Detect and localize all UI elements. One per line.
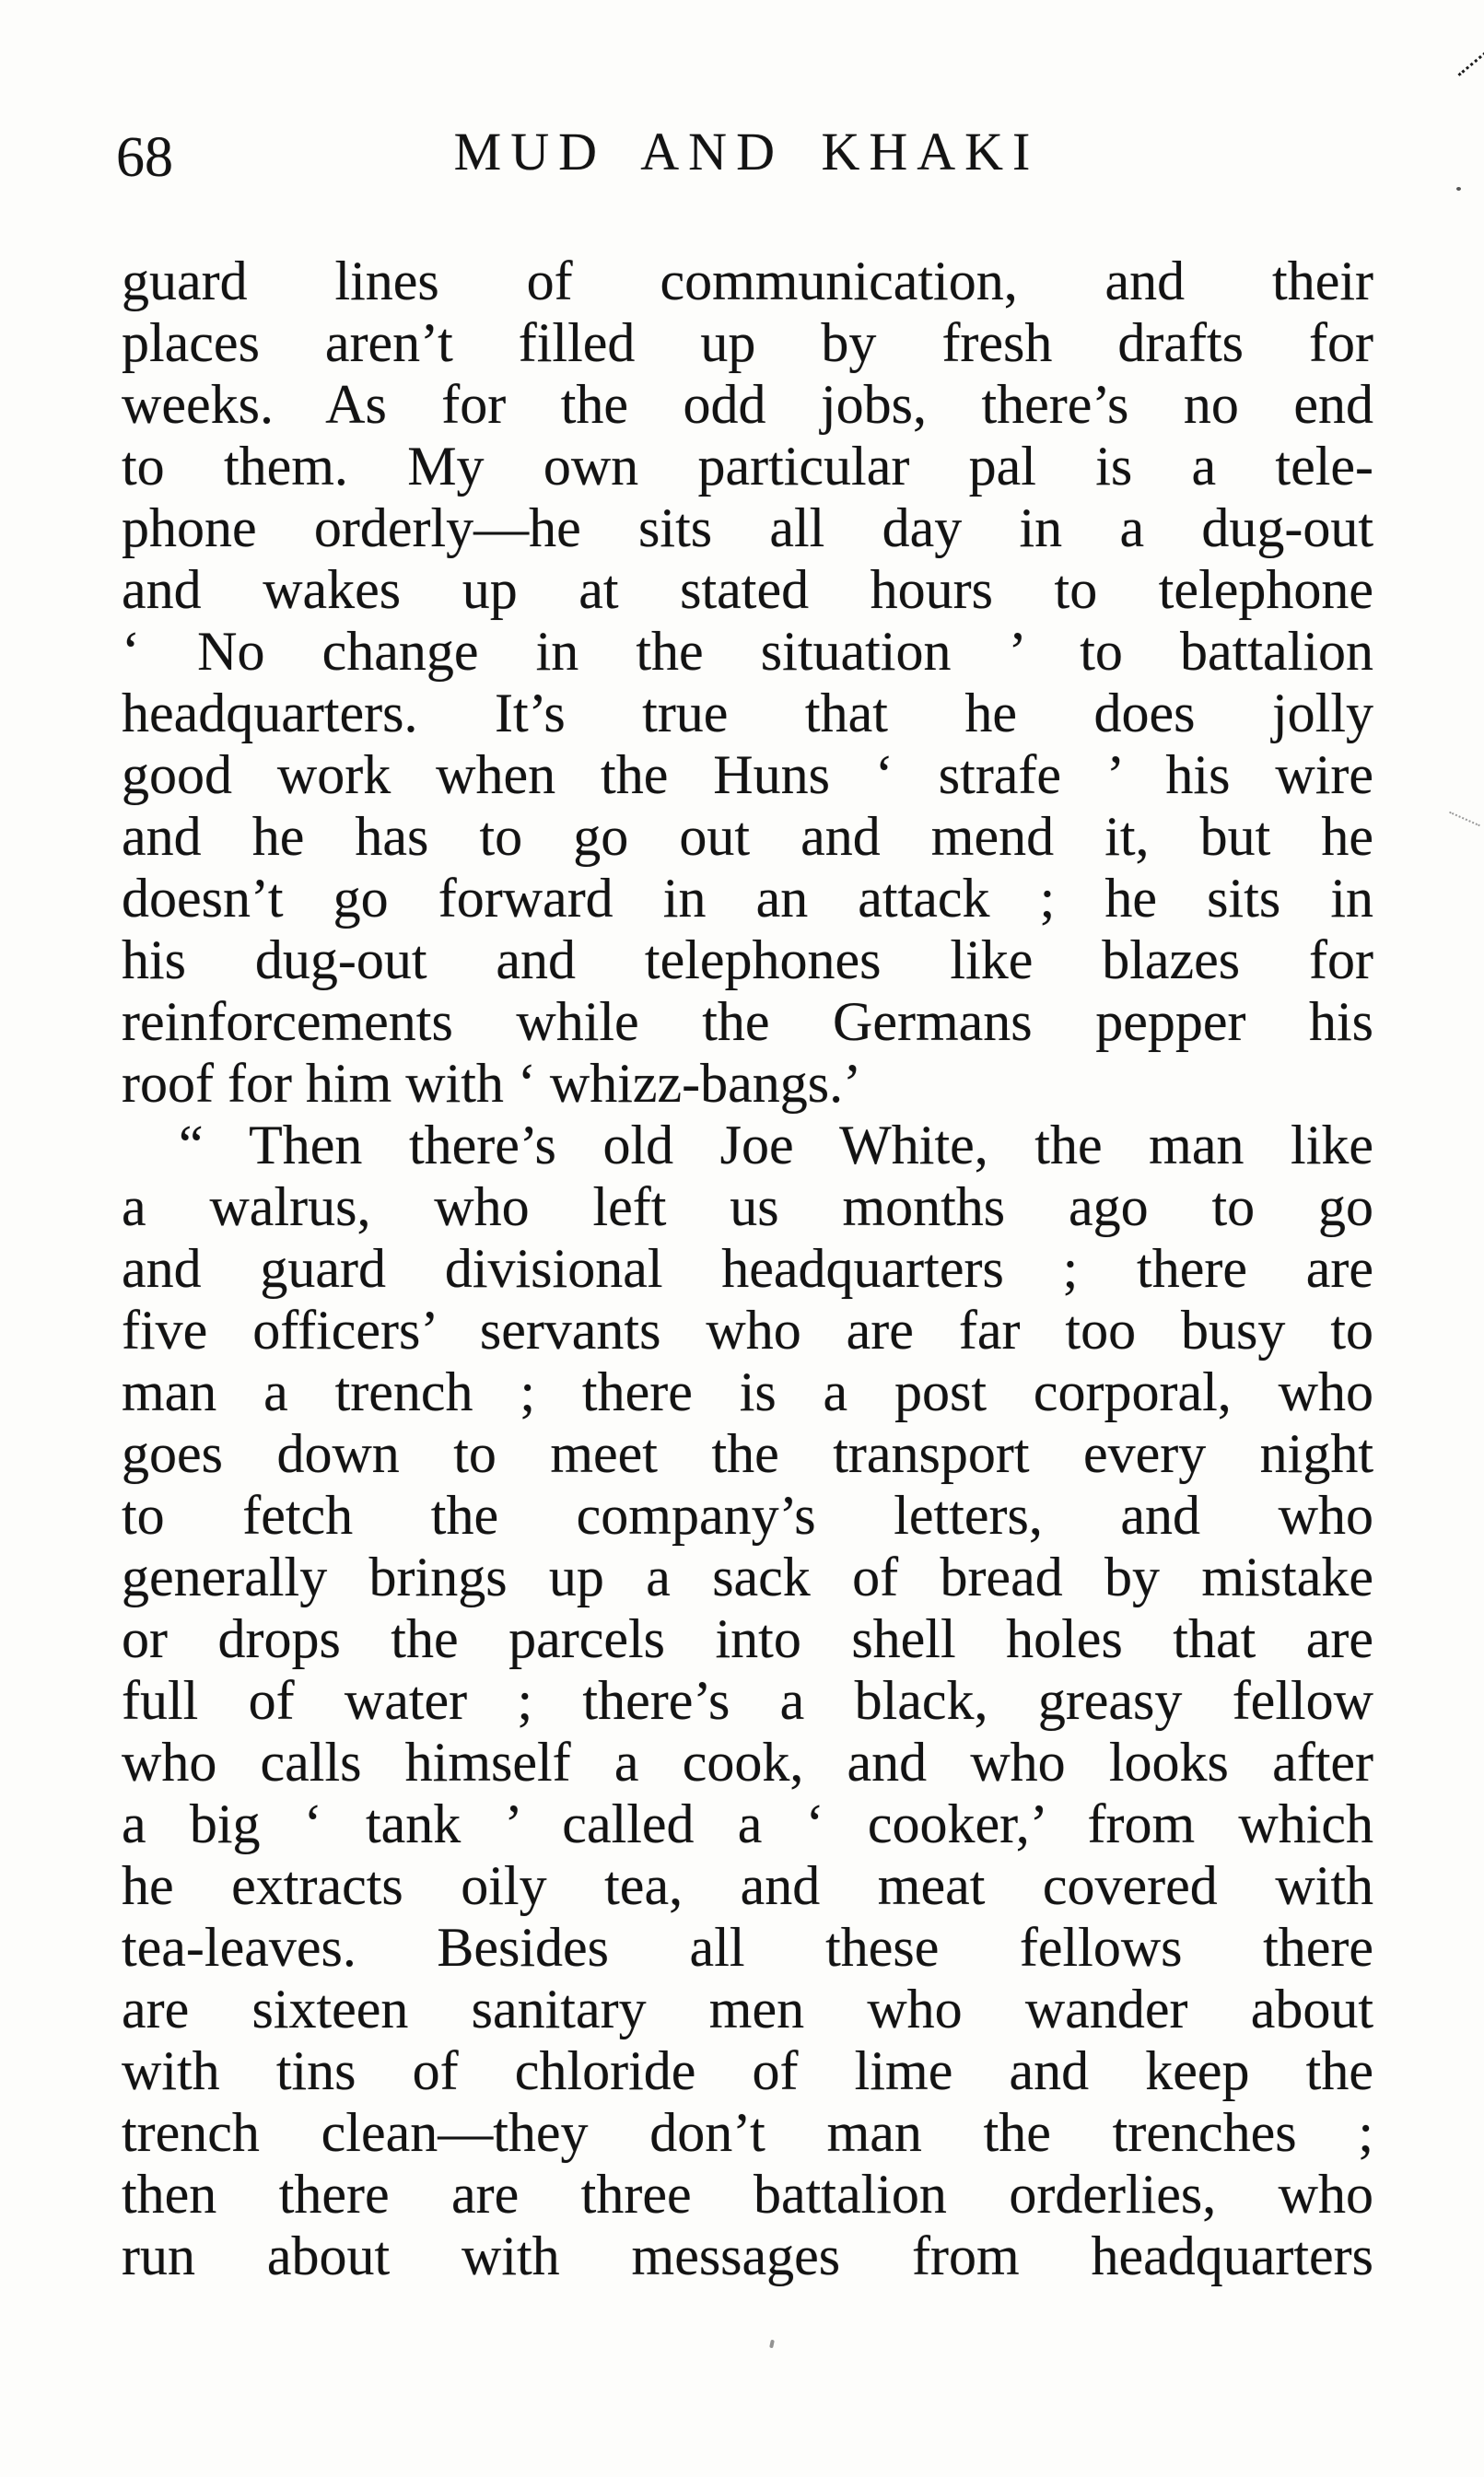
text-line: doesn’t go forward in an attack ; he sits in (122, 868, 1373, 929)
text-line: and he has to go out and mend it, but he (122, 806, 1373, 867)
text-line: a big ‘ tank ’ called a ‘ cooker,’ from which (122, 1793, 1373, 1854)
text-line: reinforcements while the Germans pepper his (122, 991, 1373, 1052)
page-number: 68 (116, 126, 173, 189)
text-line: “ Then there’s old Joe White, the man like (179, 1115, 1373, 1175)
text-line: a walrus, who left us months ago to go (122, 1176, 1373, 1237)
text-line: to fetch the company’s letters, and who (122, 1485, 1373, 1546)
page-header (0, 123, 1484, 188)
text-line: good work when the Huns ‘ strafe ’ his wire (122, 744, 1373, 805)
page-body (122, 251, 1373, 2287)
text-line: goes down to meet the transport every night (122, 1423, 1373, 1484)
text-line: generally brings up a sack of bread by mistake (122, 1547, 1373, 1607)
text-line: with tins of chloride of lime and keep the (122, 2040, 1373, 2101)
text-line: he extracts oily tea, and meat covered with (122, 1855, 1373, 1916)
scan-artifact-slash (1457, 52, 1484, 76)
scan-artifact-dot (1456, 187, 1461, 191)
text-line: and guard divisional headquarters ; there are (122, 1238, 1373, 1299)
text-line: or drops the parcels into shell holes that are (122, 1608, 1373, 1669)
text-line: trench clean—they don’t man the trenches ; (122, 2102, 1373, 2163)
text-line: and wakes up at stated hours to telephone (122, 559, 1373, 620)
text-line: man a trench ; there is a post corporal, who (122, 1361, 1373, 1422)
text-line: full of water ; there’s a black, greasy fellow (122, 1670, 1373, 1731)
text-line: five officers’ servants who are far too busy to (122, 1300, 1373, 1361)
text-line: headquarters. It’s true that he does jolly (122, 683, 1373, 743)
text-line: run about with messages from headquarters (122, 2226, 1373, 2286)
text-line: phone orderly—he sits all day in a dug-out (122, 497, 1373, 558)
running-title: MUD AND KHAKI (453, 122, 1040, 181)
text-line: who calls himself a cook, and who looks after (122, 1732, 1373, 1793)
scan-artifact-scratch (1449, 812, 1480, 826)
text-line: roof for him with ‘ whizz-bangs.’ (122, 1053, 862, 1114)
text-line: to them. My own particular pal is a tele- (122, 436, 1373, 497)
text-line: tea-leaves. Besides all these fellows there (122, 1917, 1373, 1978)
text-line: are sixteen sanitary men who wander about (122, 1979, 1373, 2039)
text-line: then there are three battalion orderlies, who (122, 2164, 1373, 2225)
text-line: places aren’t filled up by fresh drafts for (122, 312, 1373, 373)
text-line: weeks. As for the odd jobs, there’s no end (122, 374, 1373, 435)
text-line: his dug-out and telephones like blazes for (122, 929, 1373, 990)
scan-artifact-speck (769, 2340, 775, 2349)
text-line: ‘ No change in the situation ’ to battalion (122, 621, 1373, 682)
text-line: guard lines of communication, and their (122, 251, 1373, 311)
